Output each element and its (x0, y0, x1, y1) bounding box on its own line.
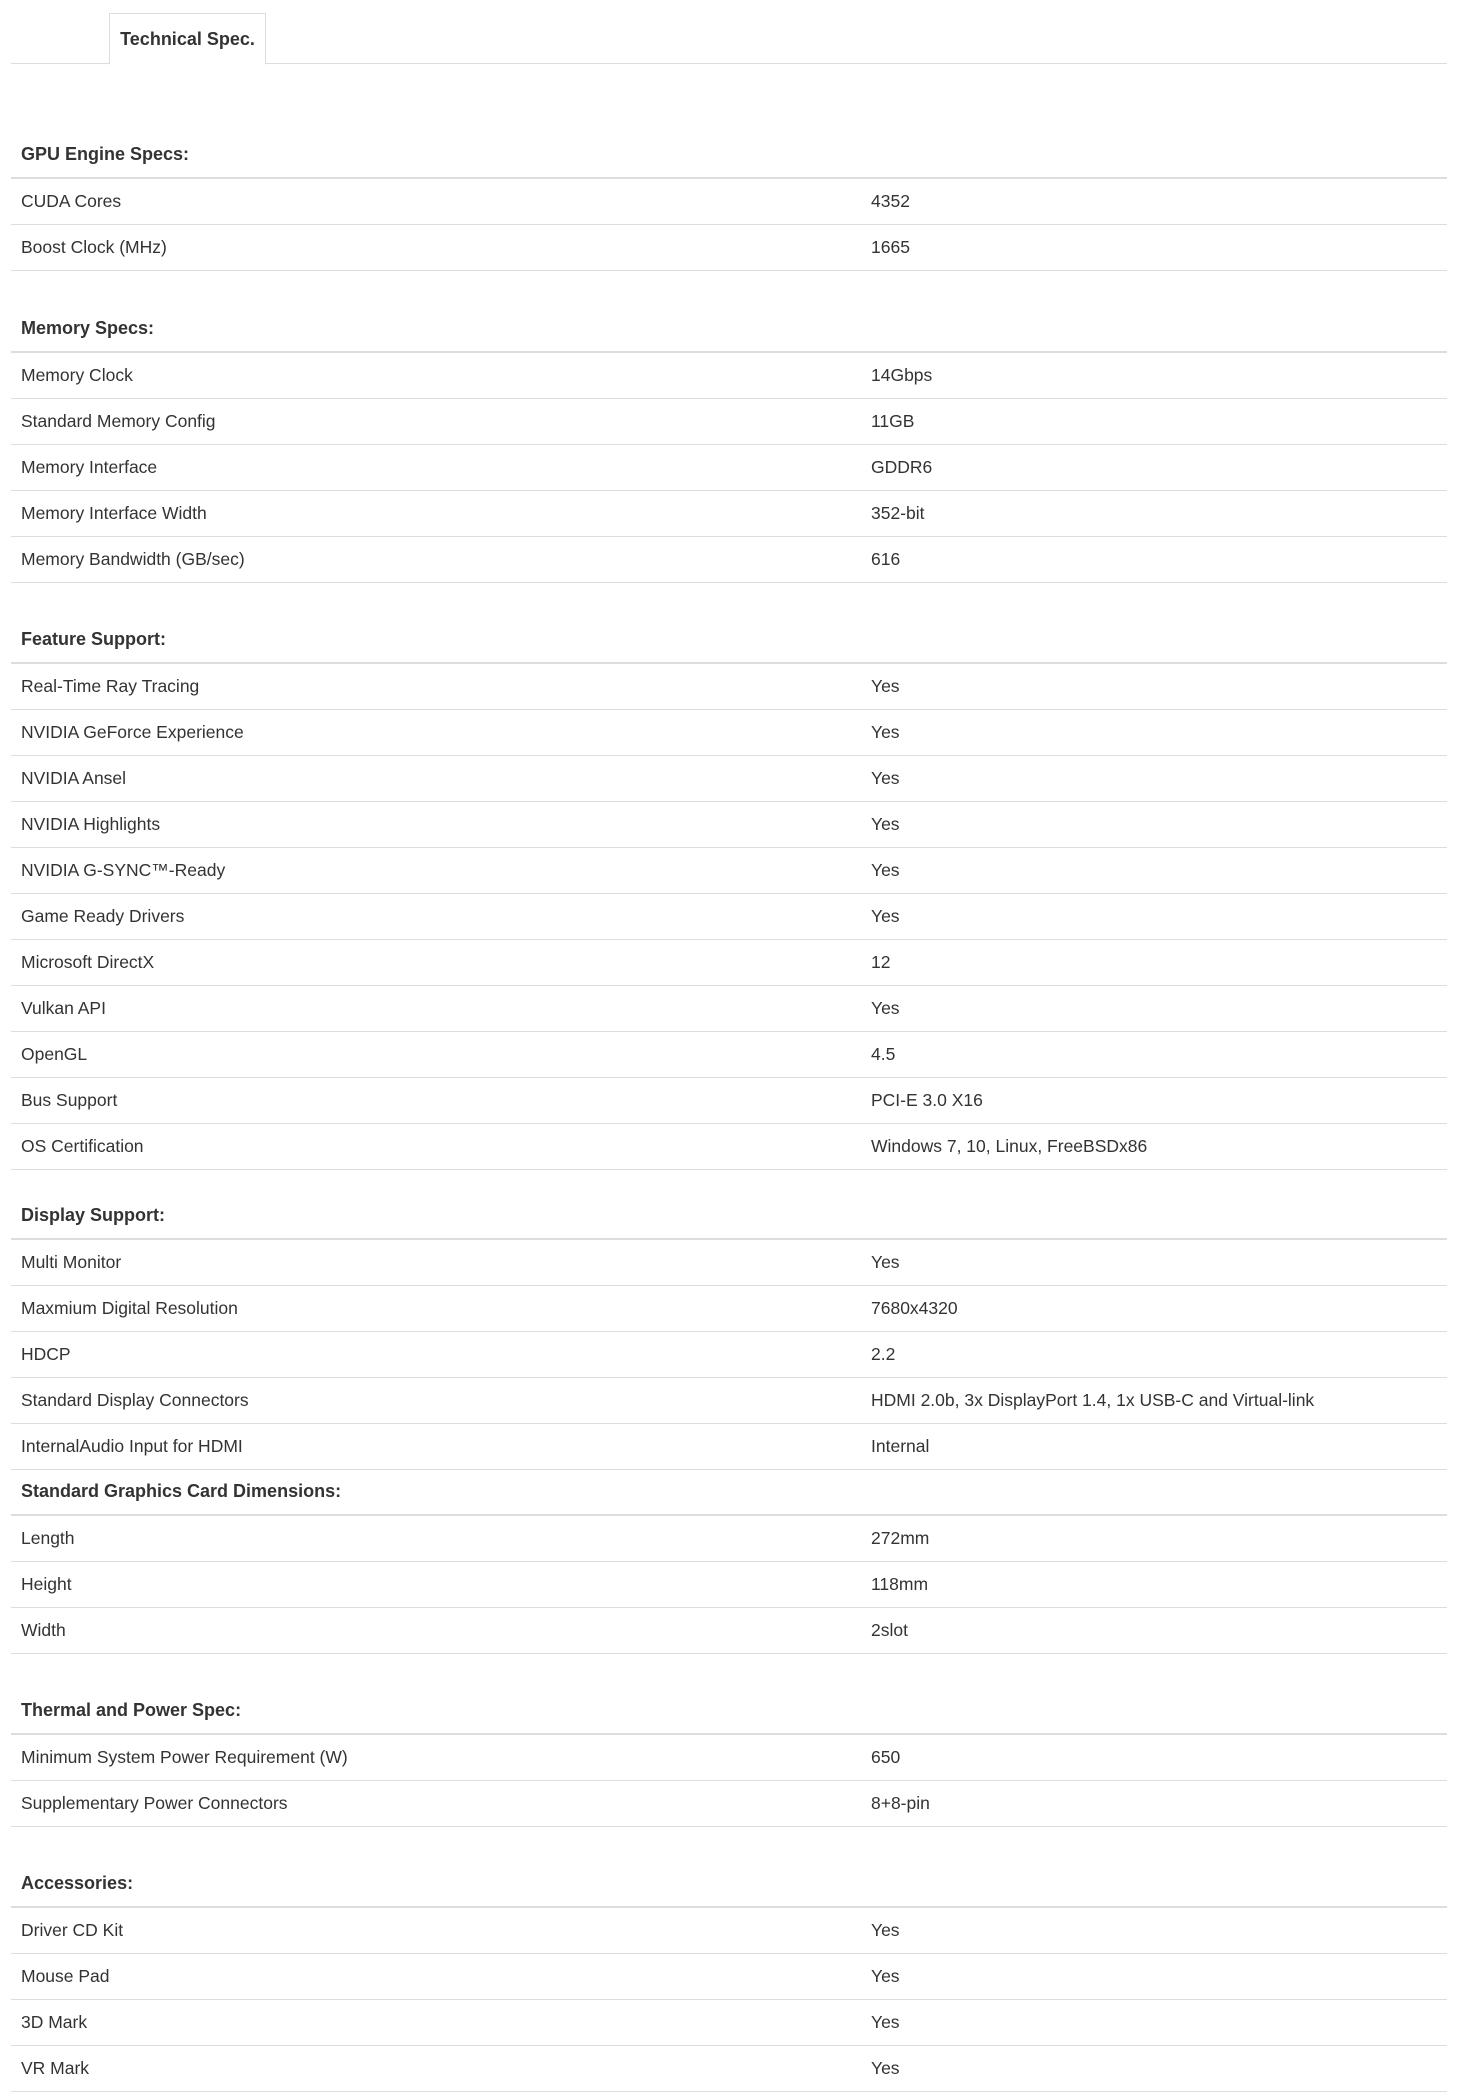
spec-label: Maxmium Digital Resolution (21, 1298, 238, 1318)
spec-label: Length (21, 1528, 75, 1548)
spec-row (11, 1124, 1447, 1170)
spec-value: 272mm (871, 1528, 930, 1548)
spec-row (11, 1378, 1447, 1424)
spec-value: Yes (871, 768, 900, 788)
section-title: Display Support: (11, 1170, 1447, 1240)
spec-label: 3D Mark (21, 2012, 88, 2032)
spec-value: Yes (871, 722, 900, 742)
spec-row (11, 445, 1447, 491)
spec-label: Mouse Pad (21, 1966, 110, 1986)
spec-label: Microsoft DirectX (21, 952, 155, 972)
spec-value: Yes (871, 2058, 900, 2078)
spec-label: Boost Clock (MHz) (21, 237, 167, 257)
spec-value: 12 (871, 952, 891, 972)
section-title: Memory Specs: (11, 271, 1447, 353)
spec-label: Standard Memory Config (21, 411, 216, 431)
spec-label: Vulkan API (21, 998, 106, 1018)
spec-row (11, 1781, 1447, 1827)
spec-row (11, 756, 1447, 802)
spec-table (11, 64, 1447, 2092)
spec-label: OpenGL (21, 1044, 88, 1064)
spec-label: Minimum System Power Requirement (W) (21, 1747, 348, 1767)
spec-value: 650 (871, 1747, 901, 1767)
spec-row (11, 1735, 1447, 1781)
spec-value: Yes (871, 814, 900, 834)
spec-row (11, 1954, 1447, 2000)
spec-value: Yes (871, 860, 900, 880)
spec-label: Width (21, 1620, 66, 1640)
spec-label: Memory Bandwidth (GB/sec) (21, 549, 245, 569)
spec-value: Yes (871, 676, 900, 696)
spec-label: Standard Display Connectors (21, 1390, 249, 1410)
spec-row (11, 2000, 1447, 2046)
spec-row (11, 710, 1447, 756)
spec-value: 2slot (871, 1620, 908, 1640)
spec-value: Windows 7, 10, Linux, FreeBSDx86 (871, 1136, 1148, 1156)
spec-label: OS Certification (21, 1136, 144, 1156)
section-title: Standard Graphics Card Dimensions: (11, 1470, 1447, 1516)
spec-row (11, 1516, 1447, 1562)
spec-label: Memory Interface (21, 457, 158, 477)
spec-value: 8+8-pin (871, 1793, 930, 1813)
spec-value: Internal (871, 1436, 930, 1456)
section-title: GPU Engine Specs: (11, 64, 1447, 179)
tab-technical-spec[interactable]: Technical Spec. (109, 13, 266, 65)
spec-label: NVIDIA G-SYNC™-Ready (21, 860, 226, 880)
spec-label: Real-Time Ray Tracing (21, 676, 200, 696)
spec-row (11, 894, 1447, 940)
spec-row (11, 2046, 1447, 2092)
spec-label: VR Mark (21, 2058, 90, 2078)
spec-row (11, 986, 1447, 1032)
section-title: Thermal and Power Spec: (11, 1654, 1447, 1735)
spec-value: 4352 (871, 191, 910, 211)
spec-row (11, 1286, 1447, 1332)
spec-value: 352-bit (871, 503, 925, 523)
spec-label: Height (21, 1574, 72, 1594)
spec-value: Yes (871, 2012, 900, 2032)
spec-value: Yes (871, 1252, 900, 1272)
spec-row (11, 1240, 1447, 1286)
spec-label: Memory Clock (21, 365, 133, 385)
spec-row (11, 1908, 1447, 1954)
spec-label: CUDA Cores (21, 191, 122, 211)
spec-row (11, 353, 1447, 399)
spec-row (11, 399, 1447, 445)
spec-value: 7680x4320 (871, 1298, 958, 1318)
spec-value: 4.5 (871, 1044, 896, 1064)
spec-row (11, 1424, 1447, 1470)
spec-value: Yes (871, 906, 900, 926)
spec-row (11, 802, 1447, 848)
spec-value: 616 (871, 549, 901, 569)
spec-value: GDDR6 (871, 457, 933, 477)
spec-label: NVIDIA Highlights (21, 814, 161, 834)
spec-label: Game Ready Drivers (21, 906, 185, 926)
spec-label: Memory Interface Width (21, 503, 207, 523)
spec-row (11, 1078, 1447, 1124)
spec-row (11, 848, 1447, 894)
spec-label: Driver CD Kit (21, 1920, 124, 1940)
spec-row (11, 491, 1447, 537)
spec-value: 1665 (871, 237, 910, 257)
section-title: Accessories: (11, 1827, 1447, 1908)
spec-row (11, 179, 1447, 225)
spec-value: Yes (871, 998, 900, 1018)
spec-row (11, 537, 1447, 583)
spec-value: Yes (871, 1966, 900, 1986)
spec-value: 118mm (871, 1574, 929, 1594)
spec-row (11, 1332, 1447, 1378)
spec-label: NVIDIA GeForce Experience (21, 722, 244, 742)
spec-label: NVIDIA Ansel (21, 768, 127, 788)
spec-label: Multi Monitor (21, 1252, 122, 1272)
spec-value: 2.2 (871, 1344, 896, 1364)
spec-row (11, 1032, 1447, 1078)
tab-bar (11, 0, 1447, 64)
spec-row (11, 1608, 1447, 1654)
spec-label: Bus Support (21, 1090, 118, 1110)
spec-value: 14Gbps (871, 365, 933, 385)
spec-row (11, 1562, 1447, 1608)
section-title: Feature Support: (11, 583, 1447, 664)
spec-value: PCI-E 3.0 X16 (871, 1090, 983, 1110)
spec-row (11, 225, 1447, 271)
spec-value: Yes (871, 1920, 900, 1940)
spec-label: Supplementary Power Connectors (21, 1793, 288, 1813)
spec-label: InternalAudio Input for HDMI (21, 1436, 243, 1456)
spec-row (11, 664, 1447, 710)
spec-value: HDMI 2.0b, 3x DisplayPort 1.4, 1x USB-C and Virtual-link (871, 1390, 1315, 1410)
spec-label: HDCP (21, 1344, 71, 1364)
spec-value: 11GB (871, 411, 915, 431)
spec-row (11, 940, 1447, 986)
